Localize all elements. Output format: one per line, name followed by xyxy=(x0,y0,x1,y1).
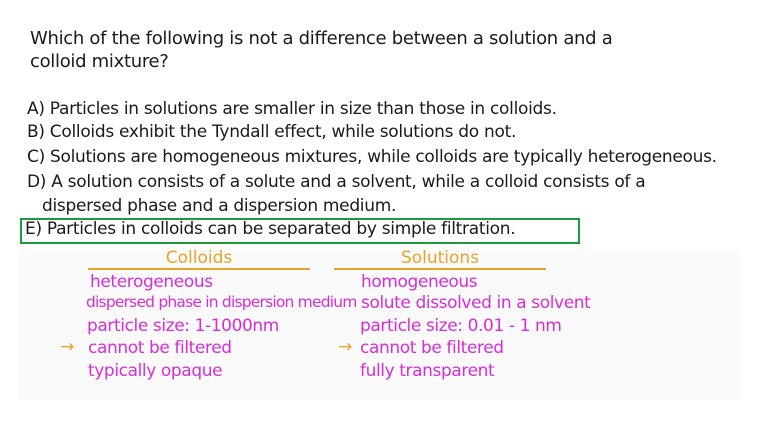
colloid-note: cannot be filtered xyxy=(88,338,232,358)
solution-note: cannot be filtered xyxy=(360,338,504,358)
colloids-heading: Colloids xyxy=(88,248,310,270)
question-line-1: Which of the following is not a difference between a solution and a xyxy=(30,28,613,49)
arrow-icon: → xyxy=(338,337,353,357)
solution-note: solute dissolved in a solvent xyxy=(361,293,591,313)
solution-note: particle size: 0.01 - 1 nm xyxy=(360,316,562,336)
solution-note: fully transparent xyxy=(360,361,495,381)
colloid-note: particle size: 1-1000nm xyxy=(87,316,279,336)
arrow-icon: → xyxy=(60,337,75,357)
colloid-note: heterogeneous xyxy=(90,272,213,292)
option-c[interactable]: C) Solutions are homogeneous mixtures, while colloids are typically heterogeneous. xyxy=(27,147,717,167)
question-line-2: colloid mixture? xyxy=(30,51,169,72)
option-d[interactable]: D) A solution consists of a solute and a solvent, while a colloid consists of a xyxy=(27,172,646,192)
solutions-heading: Solutions xyxy=(334,248,546,270)
colloid-note: dispersed phase in dispersion medium xyxy=(86,293,357,311)
colloid-note: typically opaque xyxy=(88,361,223,381)
option-d-continued: dispersed phase and a dispersion medium. xyxy=(42,196,397,216)
option-a[interactable]: A) Particles in solutions are smaller in size than those in colloids. xyxy=(27,99,557,119)
option-b[interactable]: B) Colloids exhibit the Tyndall effect, while solutions do not. xyxy=(27,122,517,142)
option-e[interactable]: E) Particles in colloids can be separated by simple filtration. xyxy=(25,219,516,239)
solution-note: homogeneous xyxy=(361,272,478,292)
